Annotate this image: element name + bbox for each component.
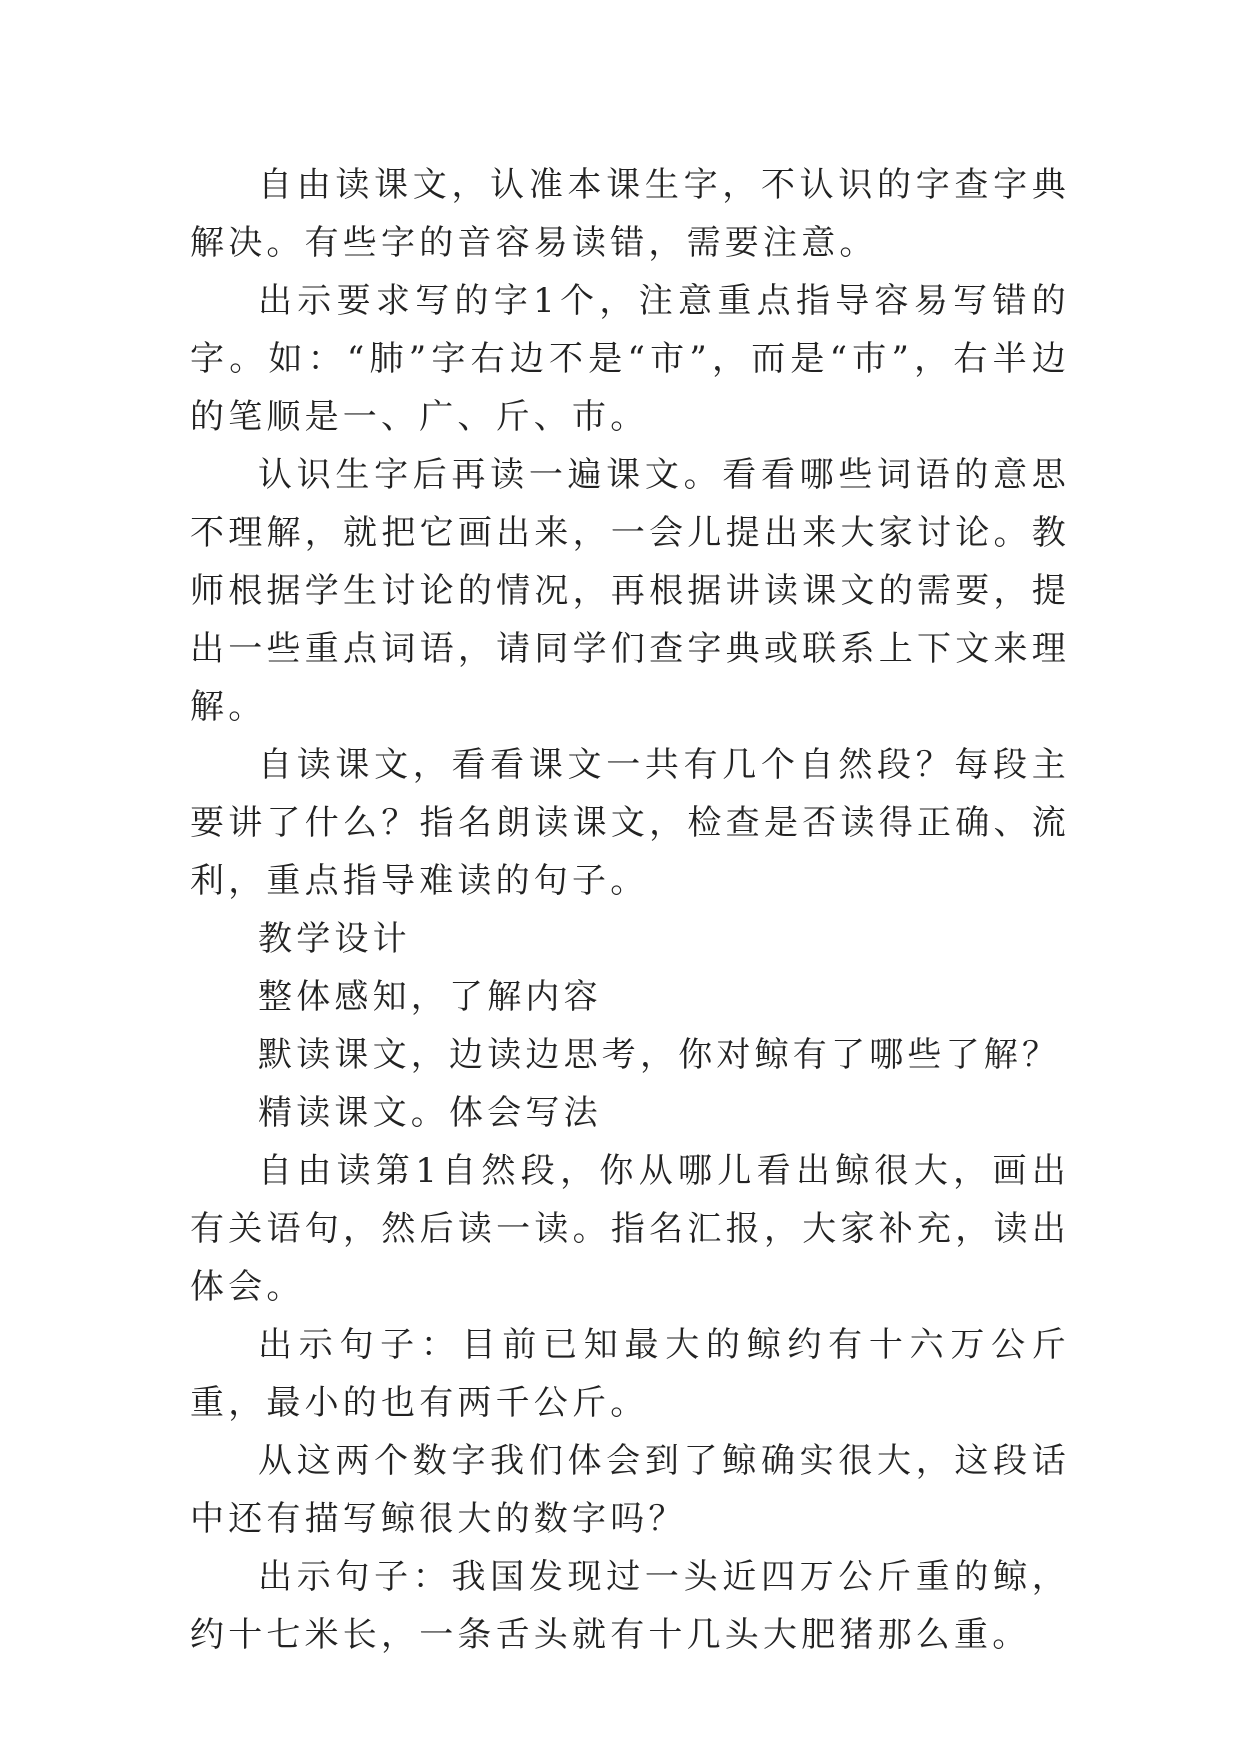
paragraph-10: 出示句子：目前已知最大的鲸约有十六万公斤重，最小的也有两千公斤。 — [190, 1325, 1070, 1423]
section-heading-close-reading: 精读课文。体会写法 — [258, 1093, 602, 1133]
paragraph-3: 认识生字后再读一遍课文。看看哪些词语的意思不理解，就把它画出来，一会儿提出来大家讨论。教师根据学生讨论的情况，再根据讲读课文的需要，提出一些重点词语，请同学们查字典或联系上下文来理解。 — [190, 455, 1070, 727]
paragraph-11: 从这两个数字我们体会到了鲸确实很大，这段话中还有描写鲸很大的数字吗？ — [190, 1441, 1070, 1539]
document-body — [190, 156, 1070, 1664]
section-heading-overall-perception: 整体感知，了解内容 — [258, 977, 602, 1017]
paragraph-4: 自读课文，看看课文一共有几个自然段？每段主要讲了什么？指名朗读课文，检查是否读得正确、流利，重点指导难读的句子。 — [190, 745, 1070, 901]
paragraph-12: 出示句子：我国发现过一头近四万公斤重的鲸，约十七米长，一条舌头就有十几头大肥猪那么重。 — [190, 1557, 1070, 1655]
paragraph-1: 自由读课文，认准本课生字，不认识的字查字典解决。有些字的音容易读错，需要注意。 — [190, 165, 1070, 263]
paragraph-2: 出示要求写的字1个，注意重点指导容易写错的字。如：“肺”字右边不是“市”，而是“巿”，右半边的笔顺是一、广、斤、巿。 — [190, 281, 1070, 437]
paragraph-7: 默读课文，边读边思考，你对鲸有了哪些了解？ — [258, 1035, 1061, 1075]
section-heading-teaching-design: 教学设计 — [258, 919, 411, 959]
paragraph-9: 自由读第1自然段，你从哪儿看出鲸很大，画出有关语句，然后读一读。指名汇报，大家补充，读出体会。 — [190, 1151, 1070, 1307]
